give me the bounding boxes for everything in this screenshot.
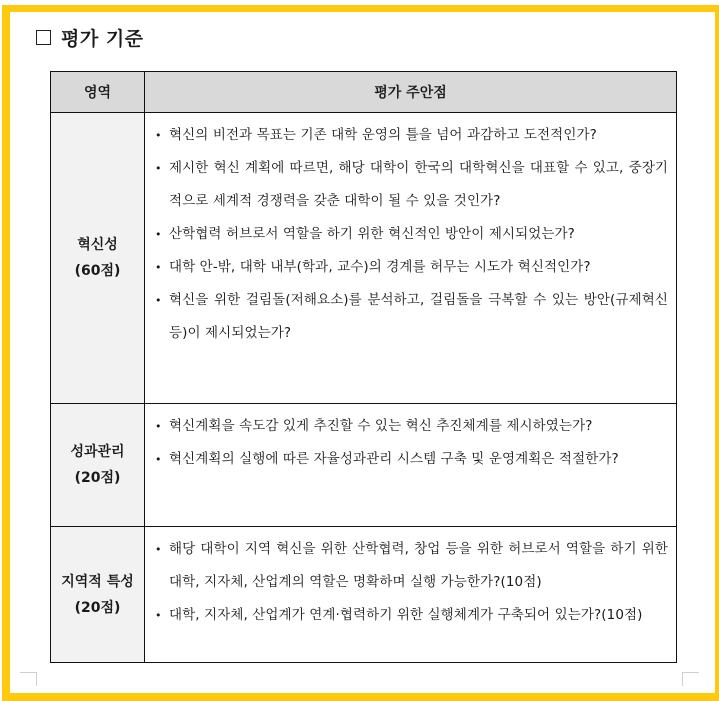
area-score: (20점) [74,599,121,616]
list-item: • 대학 안-밖, 대학 내부(학과, 교수)의 경계를 허무는 시도가 혁신적인가? [153,251,668,284]
area-name: 혁신성 [77,237,118,253]
list-item: • 해당 대학이 지역 혁신을 위한 산학협력, 창업 등을 위한 허브로서 역할을 하기 위한 대학, 지자체, 산업계의 역할은 명확하며 실행 가능한가?(10점) [153,533,668,599]
table-row-regional [51,527,677,663]
points-list [153,119,668,350]
list-item: • 혁신계획을 속도감 있게 추진할 수 있는 혁신 추진체계를 제시하였는가? [153,410,668,443]
area-name: 지역적 특성 [61,573,134,590]
points-cell [145,113,677,404]
area-score: (60점) [74,263,121,279]
page-corner-mark [20,672,37,686]
evaluation-criteria-table [50,71,677,663]
area-cell [51,113,145,404]
list-item: • 산학협력 허브로서 역할을 하기 위한 혁신적인 방안이 제시되었는가? [153,218,668,251]
list-item: • 대학, 지자체, 산업계가 연계·협력하기 위한 실행체계가 구축되어 있는가?(10점) [153,599,668,632]
area-name: 성과관리 [70,444,125,460]
list-item: • 혁신의 비전과 목표는 기존 대학 운영의 틀을 넘어 과감하고 도전적인가? [153,119,668,152]
points-cell [145,404,677,527]
area-score: (20점) [74,470,121,486]
header-points: 평가 주안점 [145,72,677,113]
section-title [36,24,144,51]
area-cell [51,527,145,663]
points-list [153,533,668,632]
points-cell [145,527,677,663]
list-item: • 혁신계획의 실행에 따른 자율성과관리 시스템 구축 및 운영계획은 적절한가? [153,443,668,476]
table-row-innovation [51,113,677,404]
table-row-performance [51,404,677,527]
section-title-text: 평가 기준 [61,28,144,50]
table-header-row [51,72,677,113]
list-item: • 제시한 혁신 계획에 따르면, 해당 대학이 한국의 대학혁신을 대표할 수 있고, 중장기적으로 세계적 경쟁력을 갖춘 대학이 될 수 있을 것인가? [153,152,668,218]
header-area: 영역 [51,72,145,113]
area-cell [51,404,145,527]
list-item: • 혁신을 위한 걸림돌(저해요소)를 분석하고, 걸림돌을 극복할 수 있는 방안(규제혁신 등)이 제시되었는가? [153,284,668,350]
checkbox-square-icon [36,30,51,45]
points-list [153,410,668,476]
page-corner-mark [682,672,699,686]
